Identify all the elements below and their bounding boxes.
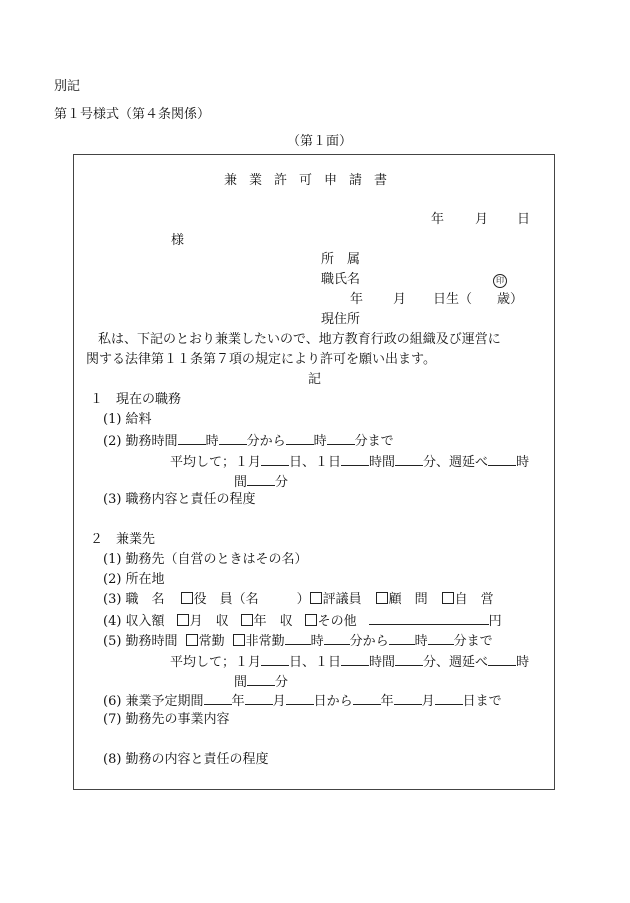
s2-income-label: (4) 収入額: [103, 614, 165, 629]
blank[interactable]: [394, 691, 422, 705]
seal-mark: [493, 271, 507, 289]
s1-average: [170, 452, 529, 472]
self-employed-label: 自 営: [454, 592, 494, 607]
s2-position: [103, 591, 494, 609]
annual-income-label: 年 収: [253, 614, 293, 629]
s2-fun-made: 分まで: [453, 634, 493, 649]
blank[interactable]: [353, 691, 381, 705]
blank[interactable]: [247, 672, 275, 686]
s1-fun-made: 分まで: [354, 434, 394, 449]
ki-label: 記: [308, 372, 322, 387]
s2-nichi-kara: 日から: [313, 694, 353, 709]
s2-nichi-made: 日まで: [462, 694, 502, 709]
other-income-checkbox[interactable]: [305, 614, 317, 626]
request-text-line2: 関する法律第１１条第７項の規定により許可を願い出ます。: [86, 352, 436, 367]
blank[interactable]: [286, 691, 314, 705]
s2-kan: 間: [234, 675, 248, 690]
annual-income-checkbox[interactable]: [241, 614, 253, 626]
s2-nichi: 日、１日: [289, 655, 342, 670]
income-amount-field[interactable]: [369, 611, 489, 625]
s2-tsuki: 月: [272, 694, 286, 709]
officer-close: ）: [296, 592, 310, 607]
request-text-line1: 私は、下記のとおり兼業したいので、地方教育行政の組織及び運営に: [98, 332, 501, 347]
form-number: 第１号様式（第４条関係）: [54, 107, 211, 122]
blank[interactable]: [178, 431, 206, 445]
date-month: 月: [475, 212, 489, 227]
form-title: 兼業許可申請書: [224, 173, 400, 188]
fulltime-label: 常勤: [198, 634, 225, 649]
s2-position-label: (3) 職 名: [103, 592, 165, 607]
blank[interactable]: [395, 652, 423, 666]
s1-salary: (1) 給料: [103, 412, 152, 427]
blank[interactable]: [261, 652, 289, 666]
officer-label: 役 員（名: [193, 592, 259, 607]
blank[interactable]: [247, 472, 275, 486]
s2-nen2: 年: [380, 694, 394, 709]
addressee-suffix: 様: [171, 233, 185, 248]
birth-day: 日生（: [433, 292, 473, 307]
blank[interactable]: [341, 452, 369, 466]
s2-duties: (8) 勤務の内容と責任の程度: [103, 752, 269, 767]
s1-work-hours-label: (2) 勤務時間: [103, 434, 178, 449]
blank[interactable]: [341, 652, 369, 666]
officer-checkbox[interactable]: [181, 592, 193, 604]
s2-fun-nobe: 分、週延べ: [423, 655, 489, 670]
s1-fun: 分: [275, 475, 289, 490]
s2-heikin: 平均して；１月: [170, 655, 262, 670]
blank[interactable]: [204, 691, 232, 705]
s2-work-hours: [103, 631, 493, 651]
councilor-label: 評議員: [322, 592, 362, 607]
page-label: （第１面）: [287, 134, 353, 149]
s1-heikin: 平均して；１月: [170, 455, 262, 470]
councilor-checkbox[interactable]: [310, 592, 322, 604]
date-day: 日: [517, 212, 531, 227]
blank[interactable]: [395, 452, 423, 466]
fulltime-checkbox[interactable]: [186, 634, 198, 646]
address-label: 現住所: [321, 312, 361, 327]
s2-period: [103, 691, 502, 711]
s2-work-hours-label: (5) 勤務時間: [103, 634, 178, 649]
s2-average: [170, 652, 529, 672]
s1-ji: 時: [205, 434, 219, 449]
s2-nen: 年: [231, 694, 245, 709]
monthly-income-checkbox[interactable]: [177, 614, 189, 626]
yen-label: 円: [488, 614, 502, 629]
advisor-label: 顧 問: [388, 592, 428, 607]
blank[interactable]: [286, 431, 314, 445]
blank[interactable]: [285, 631, 311, 645]
other-income-label: その他: [317, 614, 357, 629]
blank[interactable]: [389, 631, 415, 645]
blank[interactable]: [219, 431, 247, 445]
blank[interactable]: [324, 631, 350, 645]
s1-fun-nobe: 分、週延べ: [423, 455, 489, 470]
monthly-income-label: 月 収: [189, 614, 229, 629]
section2-heading: ２ 兼業先: [90, 532, 156, 547]
name-label: 職氏名: [321, 272, 361, 287]
s1-average-cont: [234, 472, 288, 492]
s2-employer: (1) 勤務先（自営のときはその名）: [103, 552, 308, 567]
s2-income: [103, 611, 502, 631]
blank[interactable]: [327, 431, 355, 445]
birth-year: 年: [350, 292, 364, 307]
parttime-label: 非常勤: [245, 634, 285, 649]
s2-average-cont: [234, 672, 288, 692]
s1-ji3: 時: [516, 455, 530, 470]
age-label: 歳）: [497, 292, 524, 307]
s1-kan: 間: [234, 475, 248, 490]
advisor-checkbox[interactable]: [376, 592, 388, 604]
blank[interactable]: [261, 452, 289, 466]
blank[interactable]: [488, 652, 516, 666]
s1-duties: (3) 職務内容と責任の程度: [103, 492, 256, 507]
blank[interactable]: [488, 452, 516, 466]
blank[interactable]: [428, 631, 454, 645]
section1-heading: １ 現在の職務: [90, 392, 182, 407]
parttime-checkbox[interactable]: [233, 634, 245, 646]
s1-nichi: 日、１日: [289, 455, 342, 470]
s2-location: (2) 所在地: [103, 572, 165, 587]
birth-month: 月: [393, 292, 407, 307]
s1-ji2: 時: [313, 434, 327, 449]
s2-ji: 時: [310, 634, 324, 649]
bekki-label: 別記: [54, 79, 81, 94]
affiliation-label: 所 属: [321, 252, 361, 267]
date-year: 年: [431, 212, 445, 227]
s2-fun: 分: [275, 675, 289, 690]
s2-business: (7) 勤務先の事業内容: [103, 712, 230, 727]
s2-ji3: 時: [516, 655, 530, 670]
s2-period-label: (6) 兼業予定期間: [103, 694, 204, 709]
blank[interactable]: [435, 691, 463, 705]
s2-jikan: 時間: [369, 655, 396, 670]
blank[interactable]: [245, 691, 273, 705]
s2-ji2: 時: [414, 634, 428, 649]
self-employed-checkbox[interactable]: [442, 592, 454, 604]
s2-tsuki2: 月: [421, 694, 435, 709]
s2-fun-kara: 分から: [349, 634, 389, 649]
s1-work-hours: [103, 431, 394, 451]
s1-jikan: 時間: [369, 455, 396, 470]
seal-icon: 印: [493, 274, 507, 288]
s1-fun-kara: 分から: [246, 434, 286, 449]
